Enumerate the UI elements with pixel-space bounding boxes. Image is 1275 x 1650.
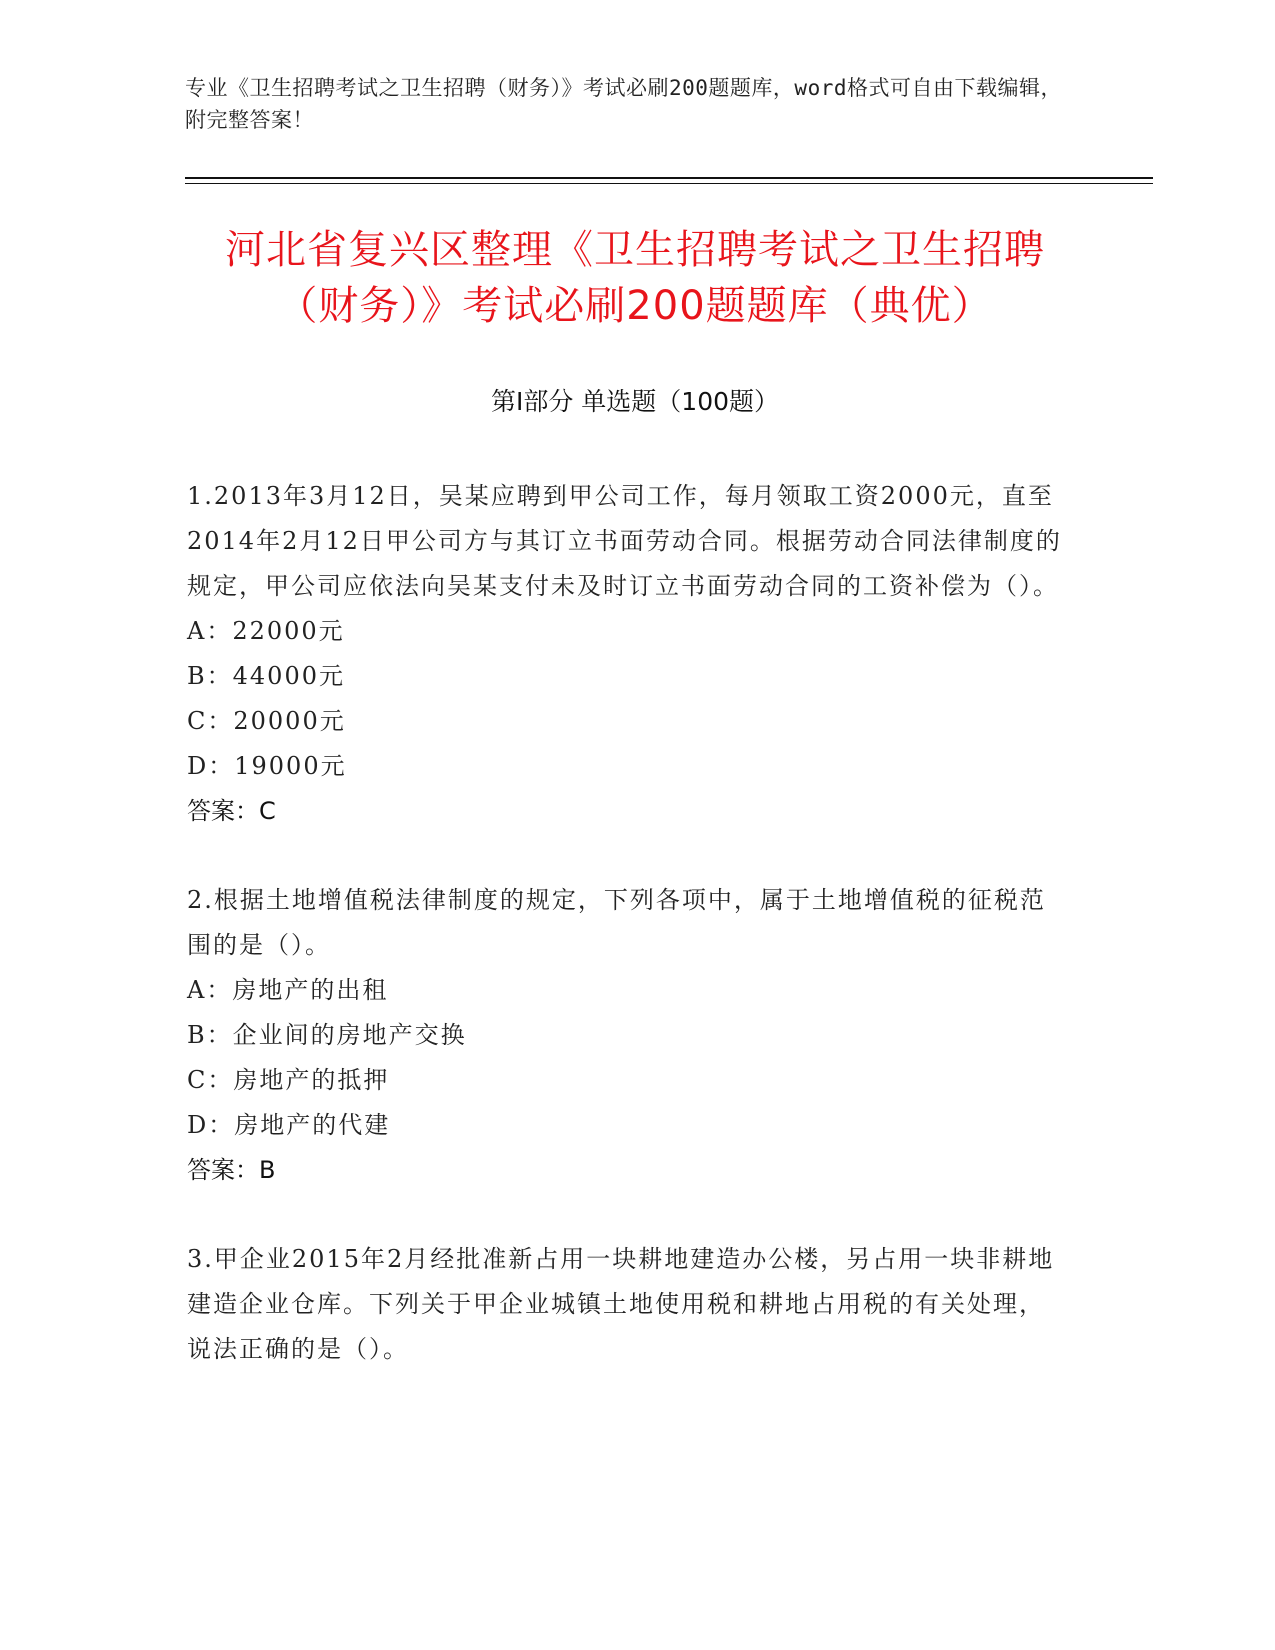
option-d: D：19000元 [187,752,347,780]
answer: 答案：C [187,797,276,825]
option-a: A：房地产的出租 [187,976,389,1004]
answer: 答案：B [187,1156,276,1184]
header-rule-thin [185,183,1153,184]
question-stem: 2.根据土地增值税法律制度的规定，下列各项中，属于土地增值税的征税范围的是（）。 [187,886,1046,959]
header-note: 专业《卫生招聘考试之卫生招聘（财务）》考试必刷200题题库，word格式可自由下载编辑，附完整答案！ [185,76,1062,132]
option-b: B：44000元 [187,662,345,690]
document-title: 河北省复兴区整理《卫生招聘考试之卫生招聘（财务）》考试必刷200题题库（典优） [225,227,1045,329]
question-list [187,474,1067,1416]
question-3 [187,1237,1067,1372]
option-d: D：房地产的代建 [187,1111,391,1139]
question-stem: 1.2013年3月12日，吴某应聘到甲公司工作，每月领取工资2000元，直至2014年2月12日甲公司方与其订立书面劳动合同。根据劳动合同法律制度的规定，甲公司应依法向吴某支付未及时订立书面劳动合同的工资补偿为（）。 [187,482,1062,600]
question-stem: 3.甲企业2015年2月经批准新占用一块耕地建造办公楼，另占用一块非耕地建造企业仓库。下列关于甲企业城镇土地使用税和耕地占用税的有关处理，说法正确的是（）。 [187,1245,1055,1363]
question-2 [187,878,1067,1193]
header-rule-thick [185,177,1153,179]
option-c: C：20000元 [187,707,346,735]
option-b: B：企业间的房地产交换 [187,1021,467,1049]
option-a: A：22000元 [187,617,345,645]
option-c: C：房地产的抵押 [187,1066,390,1094]
question-1 [187,474,1067,834]
section-title: 第I部分 单选题（100题） [490,387,780,416]
